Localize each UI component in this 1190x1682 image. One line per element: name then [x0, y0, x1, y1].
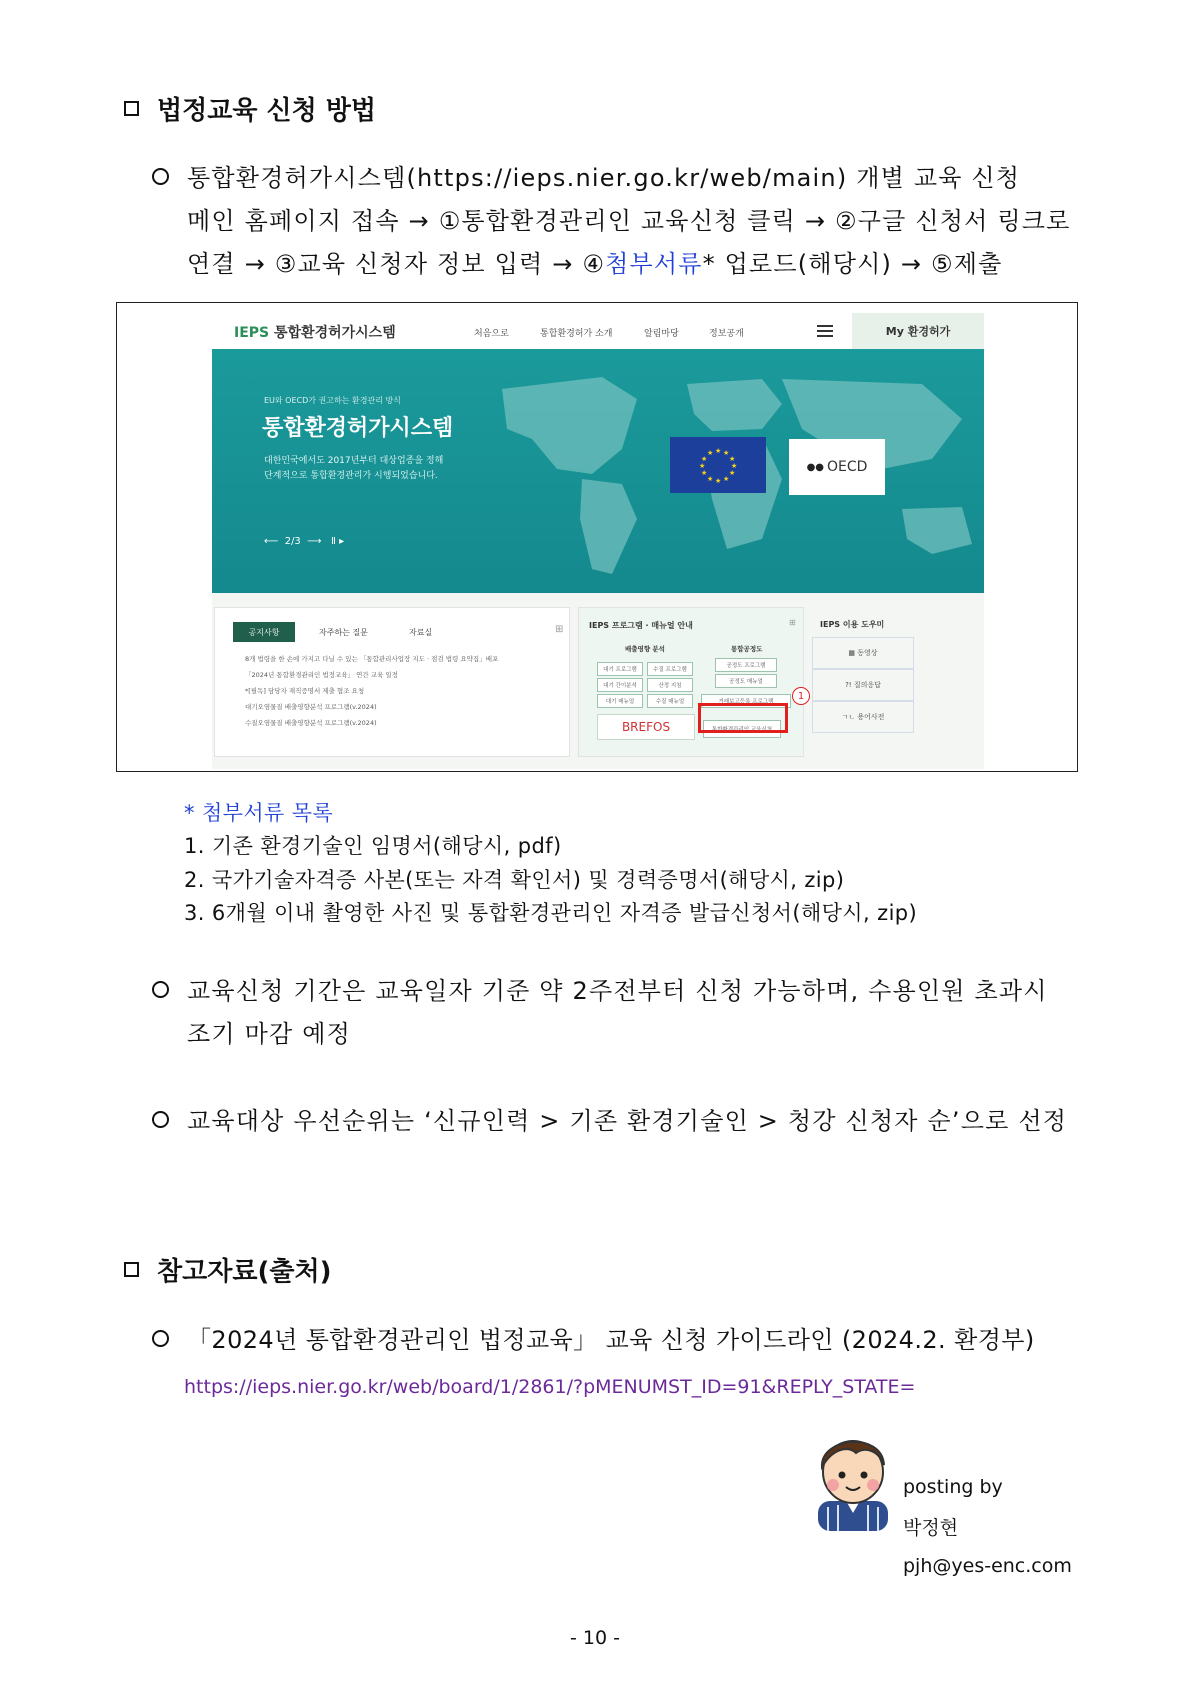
news-item[interactable]: *[필독] 담당자 재직증명서 제출 협조 요청 [245, 687, 365, 695]
item2-line1: 교육신청 기간은 교육일자 기준 약 2주전부터 신청 가능하며, 수용인원 초과시 [187, 977, 1048, 1005]
menu-icon[interactable] [817, 325, 833, 340]
program-link[interactable]: 대기 매뉴얼 [597, 694, 643, 708]
svg-text:★: ★ [701, 469, 708, 477]
attachment-item: 3. 6개월 이내 촬영한 사진 및 통합환경관리인 자격증 발급신청서(해당시, zip) [184, 901, 918, 925]
svg-text:★: ★ [729, 455, 736, 463]
column-title: 통합공정도 [731, 645, 763, 653]
attachment-item: 2. 국가기술자격증 사본(또는 자격 확인서) 및 경력증명서(해당시, zip) [184, 868, 845, 892]
glossary-icon: ㄱㄴ [841, 713, 858, 721]
section-heading-education [124, 90, 376, 127]
tab-notice[interactable]: 공지사항 [233, 622, 295, 642]
nav-info[interactable]: 정보공개 [709, 329, 744, 339]
news-item[interactable]: 대기오염물질 배출영향분석 프로그램(v.2024) [245, 703, 377, 711]
signature-line1: posting by [903, 1476, 1003, 1498]
svg-text:★: ★ [715, 447, 722, 455]
program-link[interactable]: 수질 매뉴얼 [647, 694, 693, 708]
news-item[interactable]: 8개 법령을 한 손에 가지고 다닐 수 있는 「통합관리사업장 지도 · 점검 법령 요약집」배포 [245, 655, 499, 663]
nav-notice[interactable]: 알림마당 [644, 329, 679, 339]
program-link[interactable]: 산정 지침 [647, 678, 693, 692]
program-link[interactable]: 공정도 프로그램 [715, 658, 777, 672]
attachment-list-title: * 첨부서류 목록 [184, 801, 334, 825]
news-item[interactable]: 수질오염물질 배출영향분석 프로그램(v.2024) [245, 719, 377, 727]
education-application-link[interactable]: 통합환경관리인 교육신청 [703, 720, 781, 738]
brefos-logo[interactable]: BREFOS [597, 714, 695, 740]
item3-line1: 교육대상 우선순위는 ‘신규인력 > 기존 환경기술인 > 청강 신청자 순’으로 선정 [187, 1107, 1068, 1135]
hero-pager[interactable]: ⟵ 2/3 ⟶ Ⅱ ▸ [264, 536, 345, 547]
step-one-marker: 1 [792, 687, 810, 705]
program-panel [578, 607, 804, 757]
my-permit-button[interactable]: My 환경허가 [852, 313, 984, 349]
svg-text:★: ★ [729, 469, 736, 477]
reference-item: 「2024년 통합환경관리인 법정교육」 교육 신청 가이드라인 (2024.2. 환경부) [187, 1326, 1035, 1354]
checkbox-square-icon [124, 101, 139, 116]
item2-line2: 조기 마감 예정 [187, 1020, 351, 1048]
tools-title: IEPS 이용 도우미 [820, 620, 885, 629]
program-title: IEPS 프로그램 · 매뉴얼 안내 [589, 621, 693, 630]
oecd-dots-icon: ●● [806, 461, 825, 473]
tab-faq[interactable]: 자주하는 질문 [319, 628, 368, 637]
plus-icon[interactable]: ⊞ [789, 618, 796, 627]
program-link[interactable]: 대기 간이분석 [597, 678, 643, 692]
hero-pager-count: 2/3 [284, 536, 301, 547]
section-heading-text: 참고자료(출처) [157, 1257, 332, 1287]
hero-desc-2: 단계적으로 통합환경관리가 시행되었습니다. [264, 471, 438, 481]
tool-label: 질의응답 [853, 681, 881, 689]
svg-text:★: ★ [699, 462, 706, 470]
avatar-illustration-icon [812, 1427, 894, 1531]
program-link[interactable]: 수질 프로그램 [647, 662, 693, 676]
hero-banner [212, 349, 984, 593]
plus-icon[interactable]: ⊞ [555, 624, 564, 635]
tool-label: 용어사전 [857, 713, 885, 721]
logo-text: 통합환경허가시스템 [274, 325, 396, 341]
circle-bullet-icon [152, 168, 169, 185]
section-heading-text: 법정교육 신청 방법 [157, 96, 377, 126]
program-link[interactable]: 공정도 매뉴얼 [715, 674, 777, 688]
question-icon: ?! [845, 681, 854, 689]
hero-title: 통합환경허가시스템 [262, 416, 454, 441]
highlight-box [698, 703, 788, 733]
column-title: 배출영향 분석 [625, 645, 665, 653]
item1-line3 [187, 244, 1003, 279]
site-lower-area [212, 597, 984, 769]
svg-text:★: ★ [707, 449, 714, 457]
website-screenshot-frame [116, 302, 1078, 772]
program-link[interactable]: 거래보고등록 프로그램 [701, 694, 791, 708]
tool-label: 동영상 [857, 649, 878, 657]
circle-bullet-icon [152, 981, 169, 998]
nav-home[interactable]: 처음으로 [474, 329, 509, 339]
video-icon: ▦ [848, 649, 858, 657]
tool-video[interactable] [812, 637, 914, 669]
circle-bullet-icon [152, 1330, 169, 1347]
tool-glossary[interactable] [812, 701, 914, 733]
tool-qna[interactable] [812, 669, 914, 701]
item1-line3-pre: 연결 → ③교육 신청자 정보 입력 → ④ [187, 250, 606, 278]
item1-line3-post: * 업로드(해당시) → ⑤제출 [702, 250, 1003, 278]
reference-link[interactable]: https://ieps.nier.go.kr/web/board/1/2861/?pMENUMST_ID=91&REPLY_STATE= [184, 1376, 916, 1398]
svg-text:★: ★ [715, 477, 722, 485]
oecd-logo [789, 439, 885, 495]
svg-text:★: ★ [723, 449, 730, 457]
svg-text:★: ★ [731, 462, 738, 470]
section-heading-references [124, 1251, 331, 1288]
logo-brand: IEPS [234, 325, 270, 341]
tab-archive[interactable]: 자료실 [409, 628, 433, 637]
hero-subtitle: EU와 OECD가 권고하는 환경관리 방식 [264, 396, 401, 405]
hero-desc-1: 대한민국에서도 2017년부터 대상업종을 정해 [264, 456, 444, 466]
page-number: - 10 - [570, 1627, 620, 1649]
item1-line1: 통합환경허가시스템(https://ieps.nier.go.kr/web/main) 개별 교육 신청 [187, 164, 1021, 192]
attachment-item: 1. 기존 환경기술인 임명서(해당시, pdf) [184, 834, 562, 858]
circle-bullet-icon [152, 1111, 169, 1128]
attachment-keyword: 첨부서류 [605, 250, 703, 278]
svg-text:★: ★ [723, 475, 730, 483]
notice-panel [214, 607, 570, 757]
news-item[interactable]: 「2024년 통합환경관리인 법정교육」 연간 교육 일정 [245, 671, 398, 679]
signature-email: pjh@yes-enc.com [903, 1555, 1072, 1577]
nav-about[interactable]: 통합환경허가 소개 [540, 329, 613, 339]
signature-author: 박정현 [903, 1517, 959, 1539]
site-logo[interactable] [234, 322, 396, 342]
item1-line2: 메인 홈페이지 접속 → ①통합환경관리인 교육신청 클릭 → ②구글 신청서 링크로 [187, 207, 1071, 235]
ieps-website [212, 313, 984, 769]
oecd-text: OECD [827, 459, 868, 475]
eu-flag-icon [670, 437, 766, 493]
svg-text:★: ★ [701, 455, 708, 463]
site-header [212, 313, 984, 350]
checkbox-square-icon [124, 1262, 139, 1277]
program-link[interactable]: 대기 프로그램 [597, 662, 643, 676]
svg-text:★: ★ [707, 475, 714, 483]
